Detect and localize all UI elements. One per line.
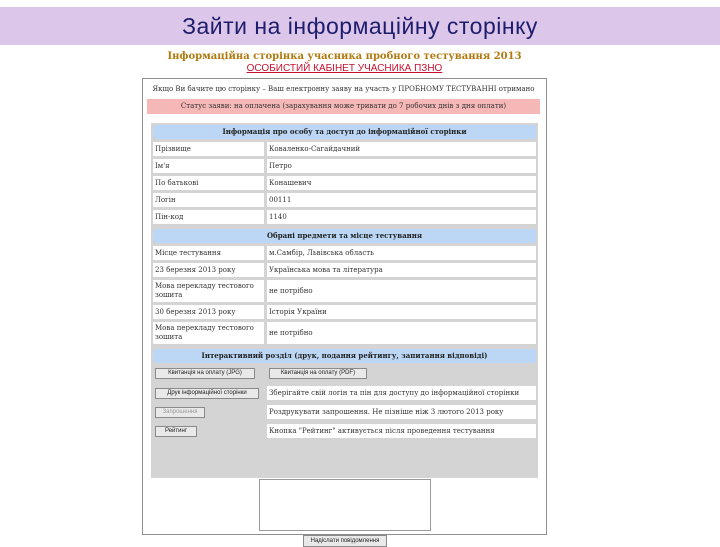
surname-value: Коваленко-Сагайдачний (267, 142, 536, 156)
info-panel (151, 123, 538, 478)
subject2-translation-label: Мова перекладу тестового зошита (153, 322, 264, 344)
login-label: Логін (153, 193, 264, 207)
invitation-button[interactable]: Запрошення (155, 407, 205, 418)
send-message-button[interactable]: Надіслати повідомлення (303, 535, 387, 547)
screenshot (142, 47, 547, 544)
slide-title: Зайти на інформаційну сторінку (182, 13, 538, 39)
rating-button[interactable]: Рейтинг (155, 426, 197, 437)
personal-section-header: Інформація про особу та доступ до інформаційної сторінки (153, 125, 536, 139)
subject1-translation-label: Мова перекладу тестового зошита (153, 280, 264, 302)
site-title: Інформаційна сторінка учасника пробного тестування 2013 (167, 51, 522, 62)
info-page-description: Зберігайте свій логін та пін для доступу до інформаційної сторінки (267, 386, 536, 400)
surname-label: Прізвище (153, 142, 264, 156)
patronymic-value: Конашевич (267, 176, 536, 190)
subjects-section-header: Обрані предмети та місце тестування (153, 229, 536, 243)
subject2-date-label: 30 березня 2013 року (153, 305, 264, 319)
site-header (142, 47, 547, 79)
pin-value: 1140 (267, 210, 536, 224)
pin-label: Пін-код (153, 210, 264, 224)
subject2-value: Історія України (267, 305, 536, 319)
test-location-value: м.Самбір, Львівська область (267, 246, 536, 260)
patronymic-label: По батькові (153, 176, 264, 190)
test-location-label: Місце тестування (153, 246, 264, 260)
cabinet-frame (142, 78, 547, 544)
subject1-date-label: 23 березня 2013 року (153, 263, 264, 277)
status-banner: Статус заяви: на оплачена (зарахування може тривати до 7 робочих днів з дня оплати) (147, 99, 540, 114)
first-name-value: Петро (267, 159, 536, 173)
invitation-description: Роздрукувати запрошення. Не пізніше ніж 3 лютого 2013 року (267, 405, 536, 419)
message-textarea[interactable] (259, 479, 431, 531)
subject1-value: Українська мова та література (267, 263, 536, 277)
print-receipt-pdf-button[interactable]: Квитанція на оплату (PDF) (269, 368, 367, 379)
print-info-page-button[interactable]: Друк інформаційної сторінки (155, 388, 259, 399)
interactive-section-header: Інтерактивний розділ (друк, подання рейтингу, запитання відповіді) (153, 349, 536, 363)
login-value: 00111 (267, 193, 536, 207)
notice-text: Якщо Ви бачите цю сторінку – Ваш електронну заяву на участь у ПРОБНОМУ ТЕСТУВАННІ отримано (152, 85, 535, 93)
subject1-translation-value: не потрібно (267, 280, 536, 302)
rating-description: Кнопка "Рейтинг" активується після проведення тестування (267, 424, 536, 438)
subject2-translation-value: не потрібно (267, 322, 536, 344)
site-subtitle-link[interactable]: ОСОБИСТИЙ КАБІНЕТ УЧАСНИКА ПЗНО (246, 63, 443, 74)
print-receipt-jpg-button[interactable]: Квитанція на оплату (JPG) (155, 368, 255, 379)
first-name-label: Ім'я (153, 159, 264, 173)
